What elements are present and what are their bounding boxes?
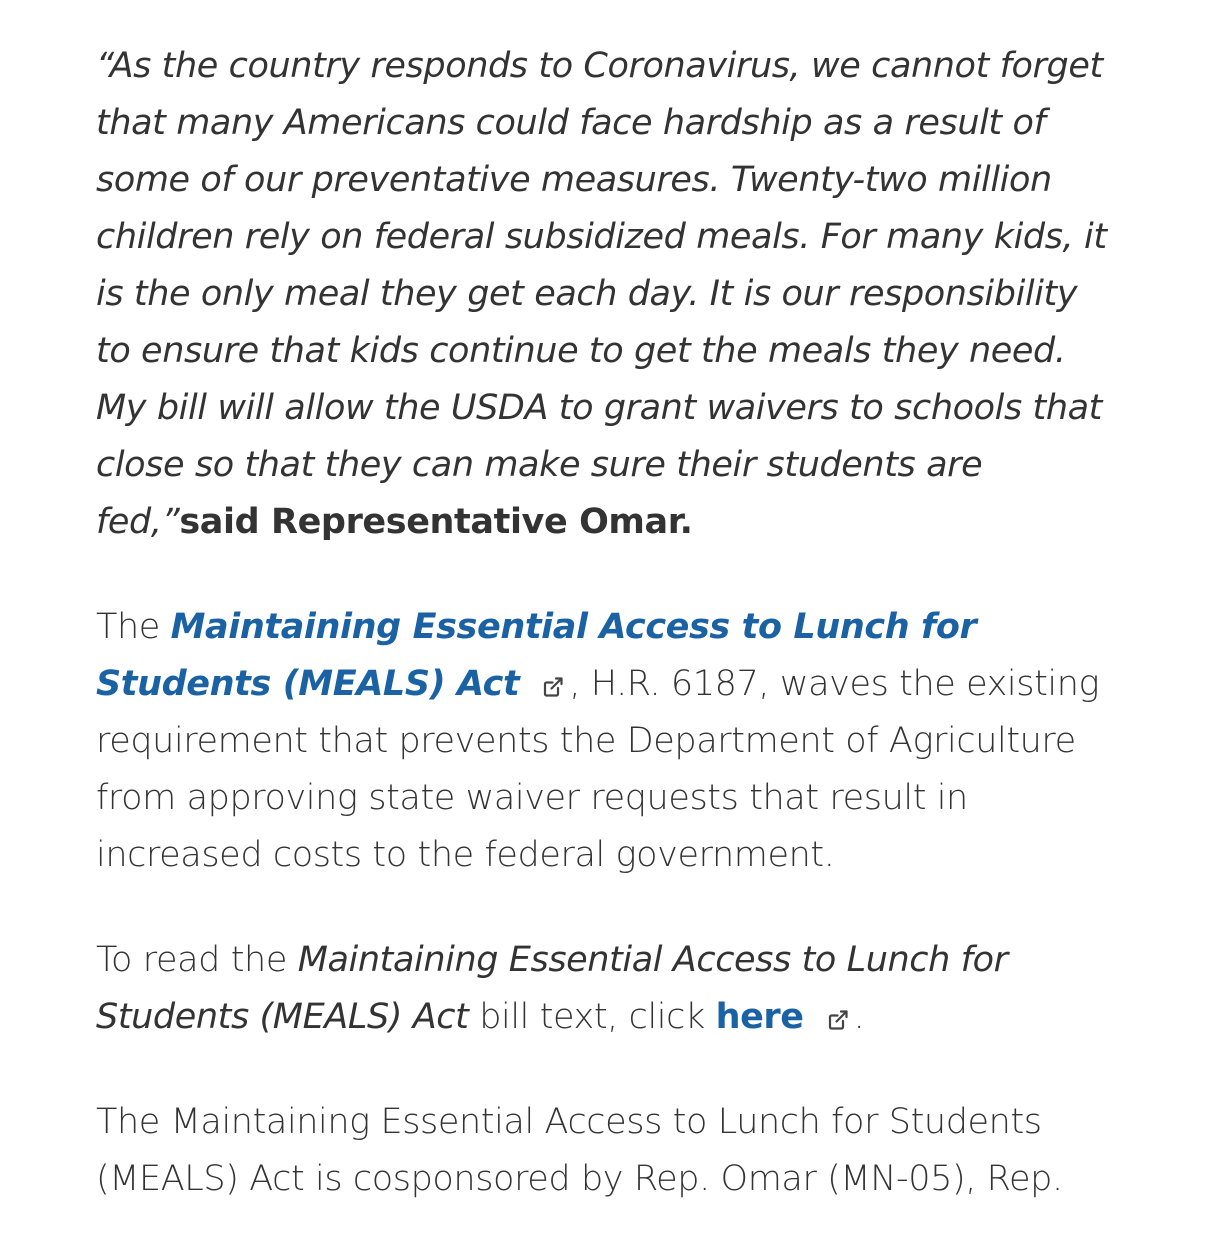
cosponsor-text: The Maintaining Essential Access to Lunch for Students (MEALS) Act is cosponsored by Rep. Omar (MN-05), Rep. — [96, 1102, 1063, 1199]
quote-text: “As the country responds to Coronavirus, we cannot forget that many Americans could face hardship as a result of some of our preventative measures. Twenty-two million children rely on federal subsidized meals. For many kids, it is the only meal they get each day. It is our responsibility to ensure that kids continue to get the meals they need. My bill will allow the USDA to grant waivers to schools that close so that they can make sure their students are fed,” — [96, 46, 1107, 542]
cosponsor-paragraph — [96, 1094, 1116, 1208]
bill-text-here-link[interactable]: here — [715, 997, 804, 1037]
bill-paragraph-prefix: The — [96, 607, 171, 647]
article-body — [96, 38, 1116, 1256]
read-paragraph-suffix: . — [853, 997, 865, 1037]
quote-attribution: said Representative Omar. — [179, 502, 693, 542]
read-paragraph-prefix: To read the — [96, 940, 298, 980]
read-bill-paragraph — [96, 932, 1116, 1046]
external-link-icon[interactable] — [826, 1008, 850, 1032]
meals-act-link[interactable]: Maintaining Essential Access to Lunch for Students (MEALS) Act — [96, 607, 977, 704]
external-link-icon[interactable] — [541, 675, 565, 699]
quote-paragraph — [96, 38, 1116, 551]
read-paragraph-middle: bill text, click — [468, 997, 716, 1037]
bill-paragraph-suffix: , H.R. 6187, waves the existing requirement that prevents the Department of Agriculture from approving state waiver requests that result in increased costs to the federal government. — [96, 664, 1100, 875]
bill-description-paragraph — [96, 599, 1116, 884]
read-paragraph-bill-title: Maintaining Essential Access to Lunch for Students (MEALS) Act — [96, 940, 1008, 1037]
